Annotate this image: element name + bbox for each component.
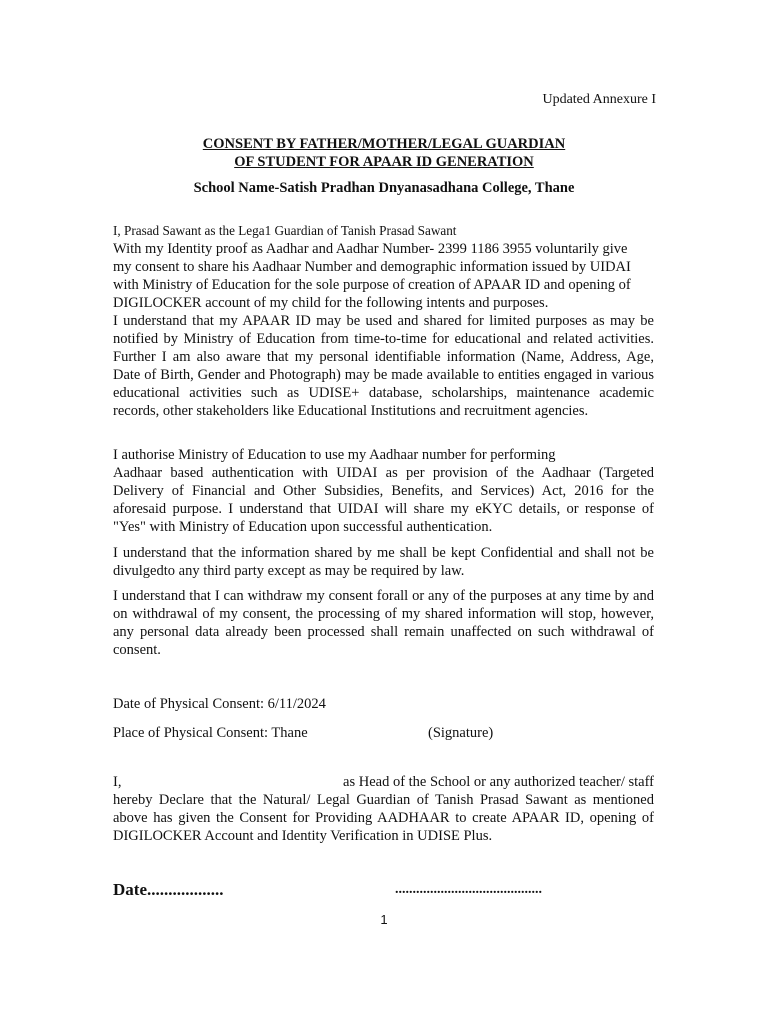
- document-title-line-1: CONSENT BY FATHER/MOTHER/LEGAL GUARDIAN: [202, 136, 566, 152]
- confidentiality-paragraph: I understand that the information shared by me shall be kept Confidential and shall not be divulgedto any third party except as may be required by law.: [113, 545, 654, 579]
- declaration-first-line: [113, 773, 654, 791]
- authorisation-first-line: I authorise Ministry of Education to use my Aadhaar number for performing: [113, 447, 556, 463]
- intro-line: DIGILOCKER account of my child for the following intents and purposes.: [113, 295, 549, 311]
- declaration-body: hereby Declare that the Natural/ Legal Guardian of Tanish Prasad Sawant as mentioned above has given the Consent for Providing AADHAAR to create APAAR ID, opening of DIGILOCKER Account and Identity Verification in UDISE Plus.: [113, 792, 654, 844]
- school-name: School Name-Satish Pradhan Dnyanasadhana College, Thane: [193, 180, 575, 196]
- page-number: 1: [380, 912, 388, 927]
- document-title-line-2: OF STUDENT FOR APAAR ID GENERATION: [234, 154, 534, 170]
- authorisation-paragraph: [113, 446, 654, 536]
- footer-signature-line: ..........................................: [395, 882, 542, 897]
- consent-place: Place of Physical Consent: Thane: [113, 725, 308, 741]
- declaration-lead: I,: [113, 774, 122, 790]
- usage-understanding-paragraph: I understand that my APAAR ID may be used and shared for limited purposes as may be notified by Ministry of Education from time-to-time for educational and related activities. Further I am also aware that my personal identifiable information (Name, Address, Age, Date of Birth, Gender and Photograph) may be made available to entities engaged in various educational activities such as UDISE+ database, scholarships, maintenance academic records, other stakeholders like Educational Institutions and recruitment agencies.: [113, 313, 654, 419]
- intro-line: my consent to share his Aadhaar Number and demographic information issued by UIDAI: [113, 259, 631, 275]
- intro-paragraph: [113, 222, 654, 312]
- intro-line: with Ministry of Education for the sole purpose of creation of APAAR ID and opening of: [113, 277, 631, 293]
- school-declaration-paragraph: [113, 773, 654, 845]
- footer-date-field: Date..................: [113, 880, 224, 899]
- signature-label: (Signature): [428, 725, 494, 741]
- intro-line: With my Identity proof as Aadhar and Aadhar Number- 2399 1186 3955 voluntarily give: [113, 241, 628, 257]
- name-blank: [121, 773, 343, 791]
- authorisation-body: Aadhaar based authentication with UIDAI as per provision of the Aadhaar (Targeted Delivery of Financial and Other Subsidies, Benefits, and Services) Act, 2016 for the aforesaid purpose. I understand that UIDAI will share my eKYC details, or response of "Yes" with Ministry of Education upon successful authentication.: [113, 465, 654, 535]
- annexure-label: Updated Annexure I: [542, 92, 656, 107]
- consent-date: Date of Physical Consent: 6/11/2024: [113, 696, 326, 712]
- intro-line: I, Prasad Sawant as the Lega1 Guardian of Tanish Prasad Sawant: [113, 223, 457, 238]
- declaration-lead-rest: as Head of the School or any authorized teacher/ staff: [343, 774, 654, 790]
- withdrawal-paragraph: I understand that I can withdraw my consent forall or any of the purposes at any time by and on withdrawal of my consent, the processing of my shared information will stop, however, any personal data already been processed shall remain unaffected on such withdrawal of consent.: [113, 588, 654, 658]
